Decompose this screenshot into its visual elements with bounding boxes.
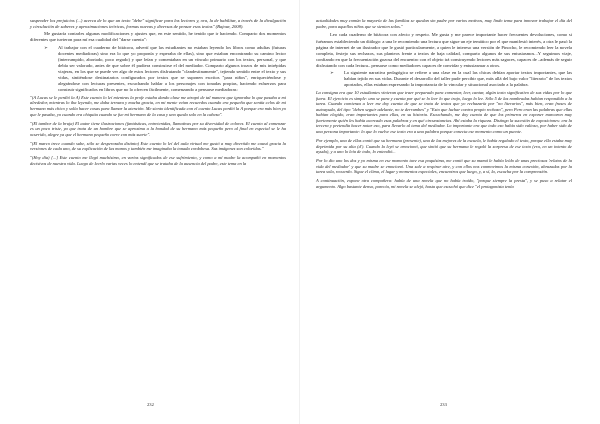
- quote: "(Hoy día) [...] Este cuento me llegó muchísimo, en varios significados de ese sufrimiento, y como a mí madre la acompañó en momentos decisivos de nuestra vida. Luego de leerlo varias veces lo entendí que se trataba de la ausencia del padre, este tema en la: [30, 155, 286, 166]
- page-number: 233: [440, 402, 447, 407]
- bullet-text: Al trabajar con el cuaderno de bitácora, advertí que las estudiantes no estaban leyendo los libros como adultas (futuras docentes mediadoras) sino era lo que yo proponía y esperaba de ellas), sino que estaban encontrando su camino lector (interrumpido, abortado, poco regado) y que leían y comentaban en un vínculo primario con los textos, personal, y que debía ser valorado, antes de que sobre él pudiera construirse el del mediador. Comparto algunos trozos de mis intrépidas viajeras, en los que se puede ver algo de estos lectores disfrutando "clandestinamente", tejiendo sentido entre el texto y sus vidas, sintiéndose destinatarios configurados por textos que se suponen escritos "para niños", enriqueciéndose y alegrándose con lecturas presentes, escuchando hablar a los personajes con tonadas propias, haciendo esfuerzos para construir significados en libros que no lo ofrecen fácilmente, comenzando a pensarse mediadoras:: [58, 44, 286, 93]
- narrative: A continuación, expone otra compañera: había de una novela que no había traído, "porque siempre la presta", y se puso a relatar el argumento. Algo bastante denso, parecía, mi novela se alejó, hasta que escuchó que dice "el protagonista tenía: [316, 178, 572, 189]
- paragraph: Leo cada cuaderno de bitácora con afecto y respeto. Me gusta y me parece importante hacer frecuentes devoluciones, como si fuéramos estableciendo un diálogo: a una le recomiendo una lectura que sigue un eje temático por el que manifestó interés, a otra le pasó la página de internet de un ilustrador que le gustó particularmente, a quien le intereso una versión de Pinocho, le recomiendo leer la novela completa, festejo sus rechazos, sus planteos frente a textos de baja calidad, comparto algunos de sus entusiasmos...Y seguimos viaje, confiando en que la frecuentación gozosa del encuentro con el objeto irá construyendo lectores más sagaces, capaces de –además de seguir disfrutando con cada lectura– pensarse como mediadores capaces de convidar y entusiasmar a otros.: [316, 32, 573, 68]
- arrow-bullet-icon: ➢: [330, 70, 334, 76]
- narrative: Por ejemplo, una de ellas contó que su hermana (presente), una de las mejores de la escuela, le había regalado el texto, porque ella estaba muy deprimida por su alta (d'). Cuando la leyó se emocionó, que sintió que su hermana le regaló la sorpresa de ese texto (era, en un intento de ayuda), y a uno lo leía de todo, lo entendió...: [316, 137, 572, 155]
- bullet-item: [330, 70, 572, 88]
- narrative: La consigna era que 10 estudiantes vinieran que traer preparado para comentar, leer, cantar, algún texto significativo de sus vidas por lo que fuera. El ejercicio es simple: uno se para y cuenta por qué se lo leer lo que trajo, luego lo lee. Sólo 5 de las nombradas habían respondido a la tarea. Cuando comienza a leer me doy cuenta de que se trata de textos que yo rechazaría por "no literarios", más bien, eran frases de autoayuda, del tipo "deben seguir adelante, no te derrumbes" y "Esto que luchar contra propio rechazo", pero Pero eran las palabras que ellas habían elegido, eran importantes para ellas, en su historia. Escuchando, me doy cuenta de que los primeros en exponer marcaron muy fuertemente quién les había acercado esas palabras y en qué circunstancias. Ahí estaba la riqueza. Distingo la sucesión de exposiciones: era la tercera y pretendía hacer notar eso, para llevarlo al tema del mediador. Lo importante era que todo eso había sido valioso, por haber sido de una persona importante: lo que lo vuelve ese texto era a una palabra porque conecta ese momento como un puente.: [316, 89, 572, 135]
- quote: "(A Lucas se le perdió la A) Este cuento lo leí mientras la profe estaba dando clase me atrapó de tal manera que ignoraba lo que pasaba a mi alrededor, mientras lo iba leyendo, me daba ternura y mucha gracia, en mi mente veían recuerdos cuando era pequeña que sentía celos de mi hermano más chico y solía hacer cosas para llamar la atención. Me siento identificada con el cuento Lucas perdió la A porque era más bien yo que le pasaba, yo cuando era chiquita cuando se fue mi hermano de la casa y uno queda solo en la cabeza".: [30, 94, 286, 117]
- quote: "(El tambor de la bruja) El autor tiene ilustraciones (fantásticas, entretenidas, llamativas por su diversidad de colores. El cuento al comenzar es un poco triste, ya que trata de un hombre que se aproxima a la bondad de su hermano más pequeño pero al final en especial se le ha ocurrido, alegre ya que el hermano pequeño corre con más suerte".: [30, 120, 286, 137]
- arrow-bullet-icon: ➢: [44, 44, 48, 50]
- paragraph: Me gustaría contarles algunas modificaciones y ajustes que, en este sentido, he tenido que ir haciendo. Comparto dos momentos diferentes que tuvieron para mí esa cualidad del "darse cuenta":: [30, 31, 286, 43]
- bullet-text: La siguiente narrativa pedagógica se refiere a una clase en la cual las chicas debían aportar textos importantes, que las habían tejido en sus vidas. Durante el desarrollo del taller pude percibir que, más allá del bajo valor "literario" de los textos aportados, ellas estaban expresando la importancia de lo vincular y situacional asociado a la palabra.: [344, 70, 572, 88]
- right-page: [300, 0, 600, 424]
- quote: "(El marco trece cuando sube, sólo se desperezaba distinto) Este cuento lo leí del aula virtual me gustó a muy divertido me causó gracia la versiones de cada uno, de su explicación de las manos y también me imaginaba la tonada cordobesa. Sus imágenes son coloridas.": [30, 140, 286, 152]
- quote-continuation: actualidades muy común la mayoría de las familias se quedan sin padre por varios motivos, muy lindo tema para innovar trabajar el día del padre, para aquellos niños que se sienten solos.": [316, 18, 572, 29]
- narrative: Por lo dio uno los dos y yo misma en ese momento tuve esa poquísima, me contó que su mamá le había leído de unas preciosas 'relatos de la vida del mediador' y que su madre se emocionó. Una sale a respirar aire, y con ellos nos conmovimos la misma conexión, abrazadas por la tarea sola, recuerdo. Sigue el clima, el lugar y momentos especiales, encuentros que luego, y, a sí, la, escucha por la comprensión.: [316, 158, 572, 175]
- intro-paragraph: suspender los prejuicios (...) acerca de lo que un texto "debe" significar para los lectores y, ora, la de habilitar, a través de la divulgación y circulación de saberes y aproximaciones teóricas, formas nuevas y diversas de pensar esos textos" (Bajour, 2008).: [30, 18, 286, 30]
- bullet-item: [44, 45, 286, 94]
- page-number: 232: [147, 402, 154, 407]
